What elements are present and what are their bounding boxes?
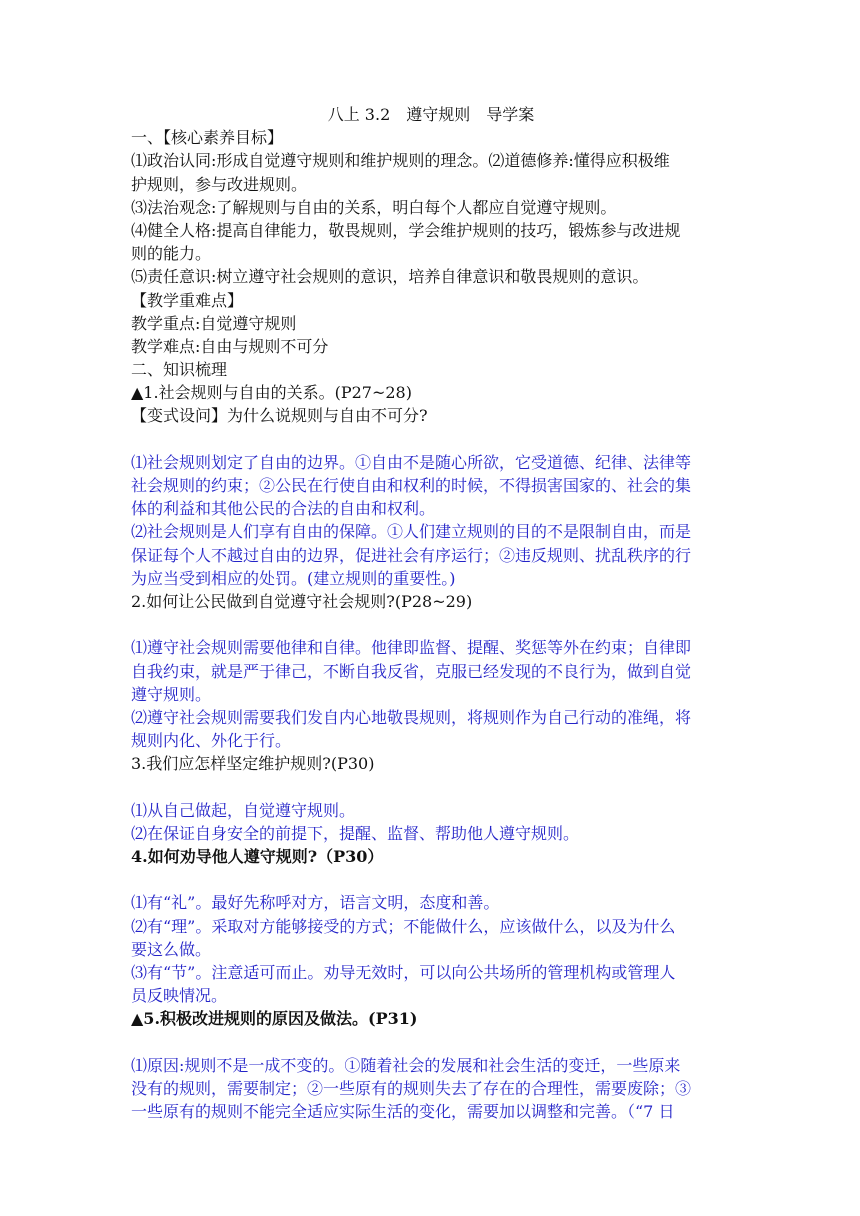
answer-line: 为应当受到相应的处罚。(建立规则的重要性。) — [131, 568, 456, 588]
goal-line: ⑸责任意识:树立遵守社会规则的意识，培养自律意识和敬畏规则的意识。 — [131, 267, 649, 287]
key-points-heading: 【教学重难点】 — [131, 290, 244, 310]
answer-blank — [131, 613, 731, 636]
goal-line: 则的能力。 — [131, 244, 212, 264]
answer-line: ⑴从自己做起，自觉遵守规则。 — [131, 800, 356, 820]
answer-line: ⑴社会规则划定了自由的边界。①自由不是随心所欲，它受道德、纪律、法律等 — [131, 452, 692, 472]
key-point: 教学重点:自觉遵守规则 — [131, 313, 297, 333]
answer-line: 体的利益和其他公民的合法的自由和权利。 — [131, 499, 436, 519]
question-2: 2.如何让公民做到自觉遵守社会规则?(P28~29) — [131, 591, 473, 611]
answer-blank — [131, 1031, 731, 1054]
answer-line: ⑵有“理”。采取对方能够接受的方式；不能做什么，应该做什么，以及为什么 — [131, 916, 676, 936]
question-1: ▲1.社会规则与自由的关系。(P27~28) — [131, 383, 412, 403]
difficult-point: 教学难点:自由与规则不可分 — [131, 336, 329, 356]
document-title: 八上 3.2 遵守规则 导学案 — [327, 105, 535, 124]
goal-line: ⑶法治观念:了解规则与自由的关系，明白每个人都应自觉遵守规则。 — [131, 197, 617, 217]
goal-line: ⑴政治认同:形成自觉遵守规则和维护规则的理念。⑵道德修养:懂得应积极维 — [131, 151, 670, 171]
answer-line: 要这么做。 — [131, 939, 212, 959]
answer-line: ⑴遵守社会规则需要他律和自律。他律即监督、提醒、奖惩等外在约束；自律即 — [131, 638, 692, 658]
answer-line: ⑵在保证自身安全的前提下，提醒、监督、帮助他人遵守规则。 — [131, 823, 580, 843]
answer-line: ⑵遵守社会规则需要我们发自内心地敬畏规则，将规则作为自己行动的准绳，将 — [131, 707, 692, 727]
goal-line: 护规则，参与改进规则。 — [131, 174, 308, 194]
answer-line: ⑴有“礼”。最好先称呼对方，语言文明，态度和善。 — [131, 893, 500, 913]
answer-blank — [131, 775, 731, 798]
answer-line: 没有的规则，需要制定；②一些原有的规则失去了存在的合理性，需要废除；③ — [131, 1078, 692, 1098]
answer-line: 员反映情况。 — [131, 986, 228, 1006]
document-page — [131, 103, 731, 1123]
question-4: 4.如何劝导他人遵守规则?（P30） — [131, 847, 384, 866]
goal-line: ⑷健全人格:提高自律能力，敬畏规则，学会维护规则的技巧，锻炼参与改进规 — [131, 220, 681, 240]
section-heading-goals: 一、【核心素养目标】 — [131, 128, 284, 148]
answer-line: 社会规则的约束；②公民在行使自由和权利的时候，不得损害国家的、社会的集 — [131, 476, 692, 495]
variant-question: 【变式设问】为什么说规则与自由不可分? — [131, 406, 428, 426]
answer-blank — [131, 428, 731, 451]
question-3: 3.我们应怎样坚定维护规则?(P30) — [131, 754, 375, 774]
answer-blank — [131, 868, 731, 891]
answer-line: 遵守规则。 — [131, 684, 212, 704]
answer-line: ⑵社会规则是人们享有自由的保障。①人们建立规则的目的不是限制自由，而是 — [131, 522, 692, 542]
section-heading-knowledge: 二、知识梳理 — [131, 360, 228, 380]
question-5: ▲5.积极改进规则的原因及做法。(P31) — [131, 1009, 418, 1029]
answer-line: 一些原有的规则不能完全适应实际生活的变化，需要加以调整和完善。（“7 日 — [131, 1102, 675, 1122]
answer-line: ⑶有“节”。注意适可而止。劝导无效时，可以向公共场所的管理机构或管理人 — [131, 962, 676, 982]
answer-line: 自我约束，就是严于律己，不断自我反省，克服已经发现的不良行为，做到自觉 — [131, 661, 692, 681]
answer-line: ⑴原因:规则不是一成不变的。①随着社会的发展和社会生活的变迁，一些原来 — [131, 1055, 681, 1075]
answer-line: 规则内化、外化于行。 — [131, 731, 292, 751]
answer-line: 保证每个人不越过自由的边界，促进社会有序运行；②违反规则、扰乱秩序的行 — [131, 545, 692, 565]
